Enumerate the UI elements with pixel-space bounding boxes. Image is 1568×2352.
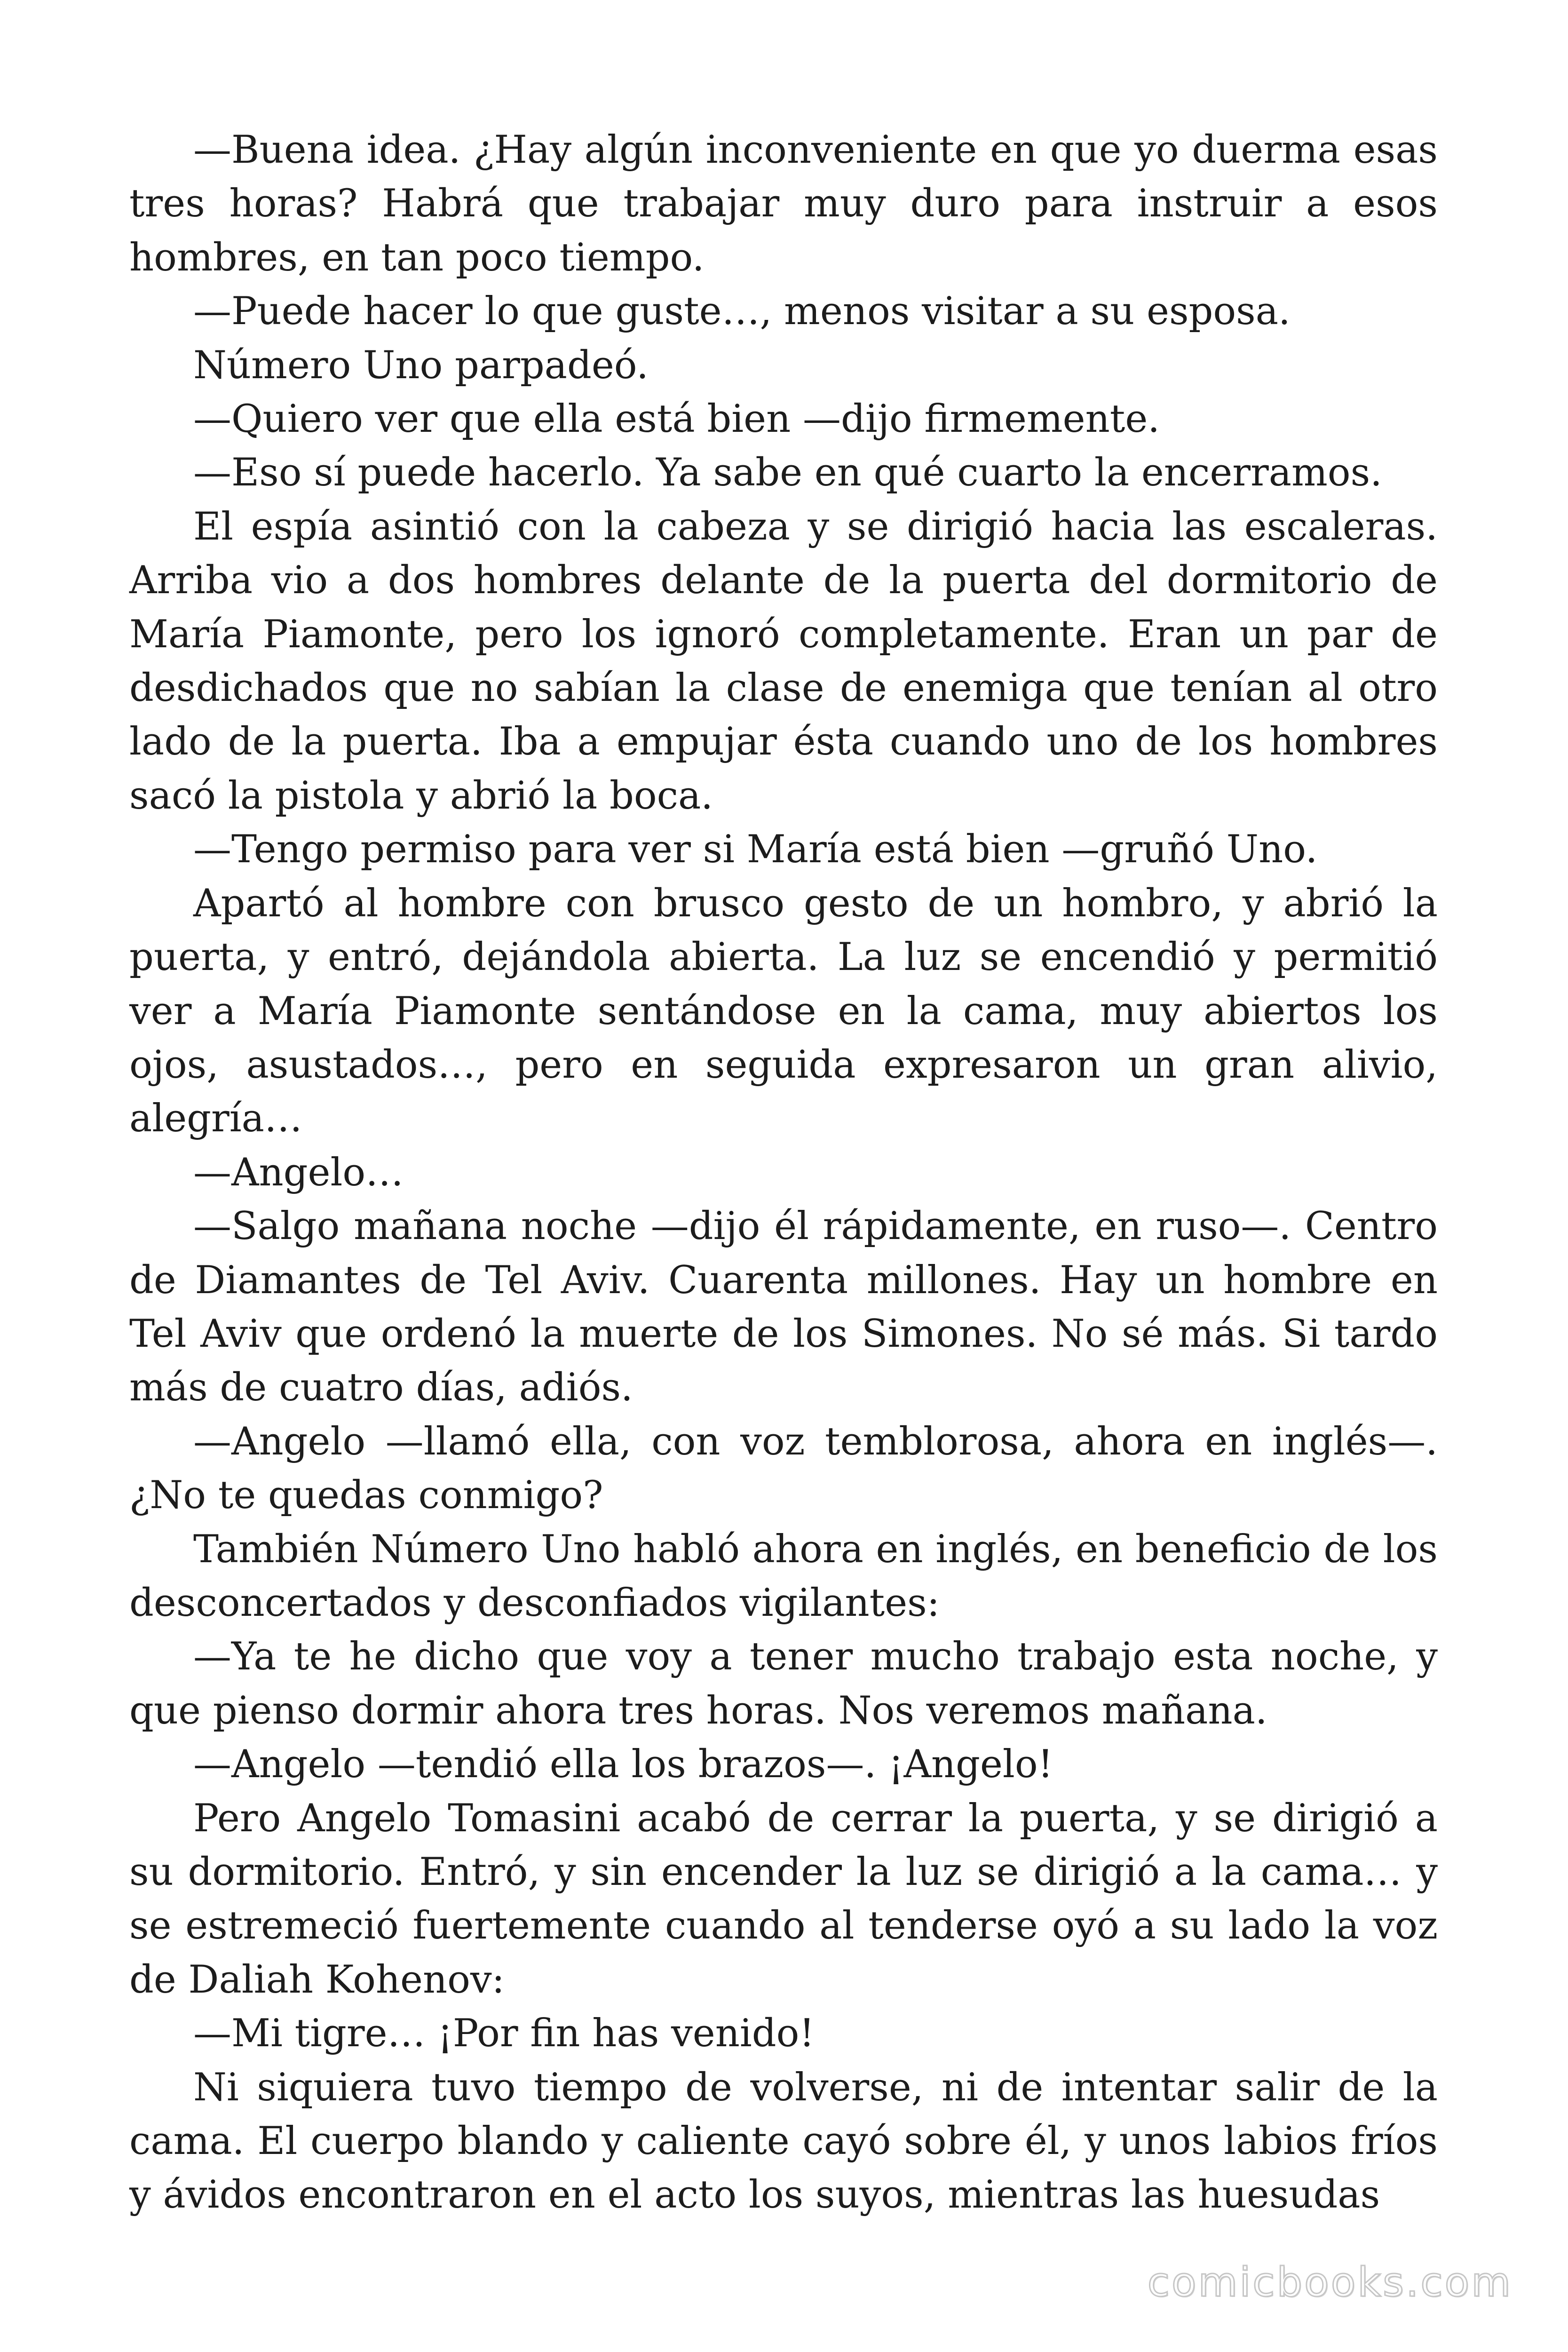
watermark: comicbooks.com — [1147, 2259, 1513, 2306]
paragraph: —Tengo permiso para ver si María está bien —gruñó Uno. — [193, 827, 1318, 872]
paragraph: —Salgo mañana noche —dijo él rápidamente, en ruso—. Centro de Diamantes de Tel Aviv. Cuarenta millones. Hay un hombre en Tel Aviv que ordenó la muerte de los Simones. No sé más. Si tardo más de cuatro días, adiós. — [129, 1204, 1438, 1410]
paragraph: Número Uno parpadeó. — [193, 343, 649, 388]
paragraph: —Quiero ver que ella está bien —dijo firmemente. — [193, 397, 1160, 442]
paragraph: —Angelo —llamó ella, con voz temblorosa, ahora en inglés—. ¿No te quedas conmigo? — [129, 1419, 1438, 1518]
paragraph: —Eso sí puede hacerlo. Ya sabe en qué cuarto la encerramos. — [193, 451, 1382, 495]
paragraph: Apartó al hombre con brusco gesto de un hombro, y abrió la puerta, y entró, dejándola abierta. La luz se encendió y permitió ver a María Piamonte sentándose en la cama, muy abiertos los ojos, asustados…, pero en seguida expresaron un gran alivio, alegría… — [129, 881, 1438, 1141]
paragraph: —Angelo… — [193, 1150, 404, 1195]
paragraph: —Ya te he dicho que voy a tener mucho trabajo esta noche, y que pienso dormir ahora tres horas. Nos veremos mañana. — [129, 1635, 1438, 1733]
paragraph: —Puede hacer lo que guste…, menos visitar a su esposa. — [193, 289, 1291, 334]
paragraph: El espía asintió con la cabeza y se dirigió hacia las escaleras. Arriba vio a dos hombres delante de la puerta del dormitorio de María Piamonte, pero los ignoró completamente. Eran un par de desdichados que no sabían la clase de enemiga que tenían al otro lado de la puerta. Iba a empujar ésta cuando uno de los hombres sacó la pistola y abrió la boca. — [129, 504, 1438, 818]
paragraph: Ni siquiera tuvo tiempo de volverse, ni de intentar salir de la cama. El cuerpo blando y caliente cayó sobre él, y unos labios fríos y ávidos encontraron en el acto los suyos, mientras las huesudas — [129, 2065, 1438, 2217]
paragraph: También Número Uno habló ahora en inglés, en beneficio de los desconcertados y desconfiados vigilantes: — [129, 1527, 1438, 1625]
body-text — [129, 123, 1438, 2222]
paragraph: —Buena idea. ¿Hay algún inconveniente en que yo duerma esas tres horas? Habrá que trabajar muy duro para instruir a esos hombres, en tan poco tiempo. — [129, 128, 1438, 280]
paragraph: Pero Angelo Tomasini acabó de cerrar la puerta, y se dirigió a su dormitorio. Entró, y sin encender la luz se dirigió a la cama… y se estremeció fuertemente cuando al tenderse oyó a su lado la voz de Daliah Kohenov: — [129, 1796, 1438, 2002]
paragraph: —Angelo —tendió ella los brazos—. ¡Angelo! — [193, 1742, 1053, 1787]
paragraph: —Mi tigre… ¡Por fin has venido! — [193, 2011, 815, 2056]
